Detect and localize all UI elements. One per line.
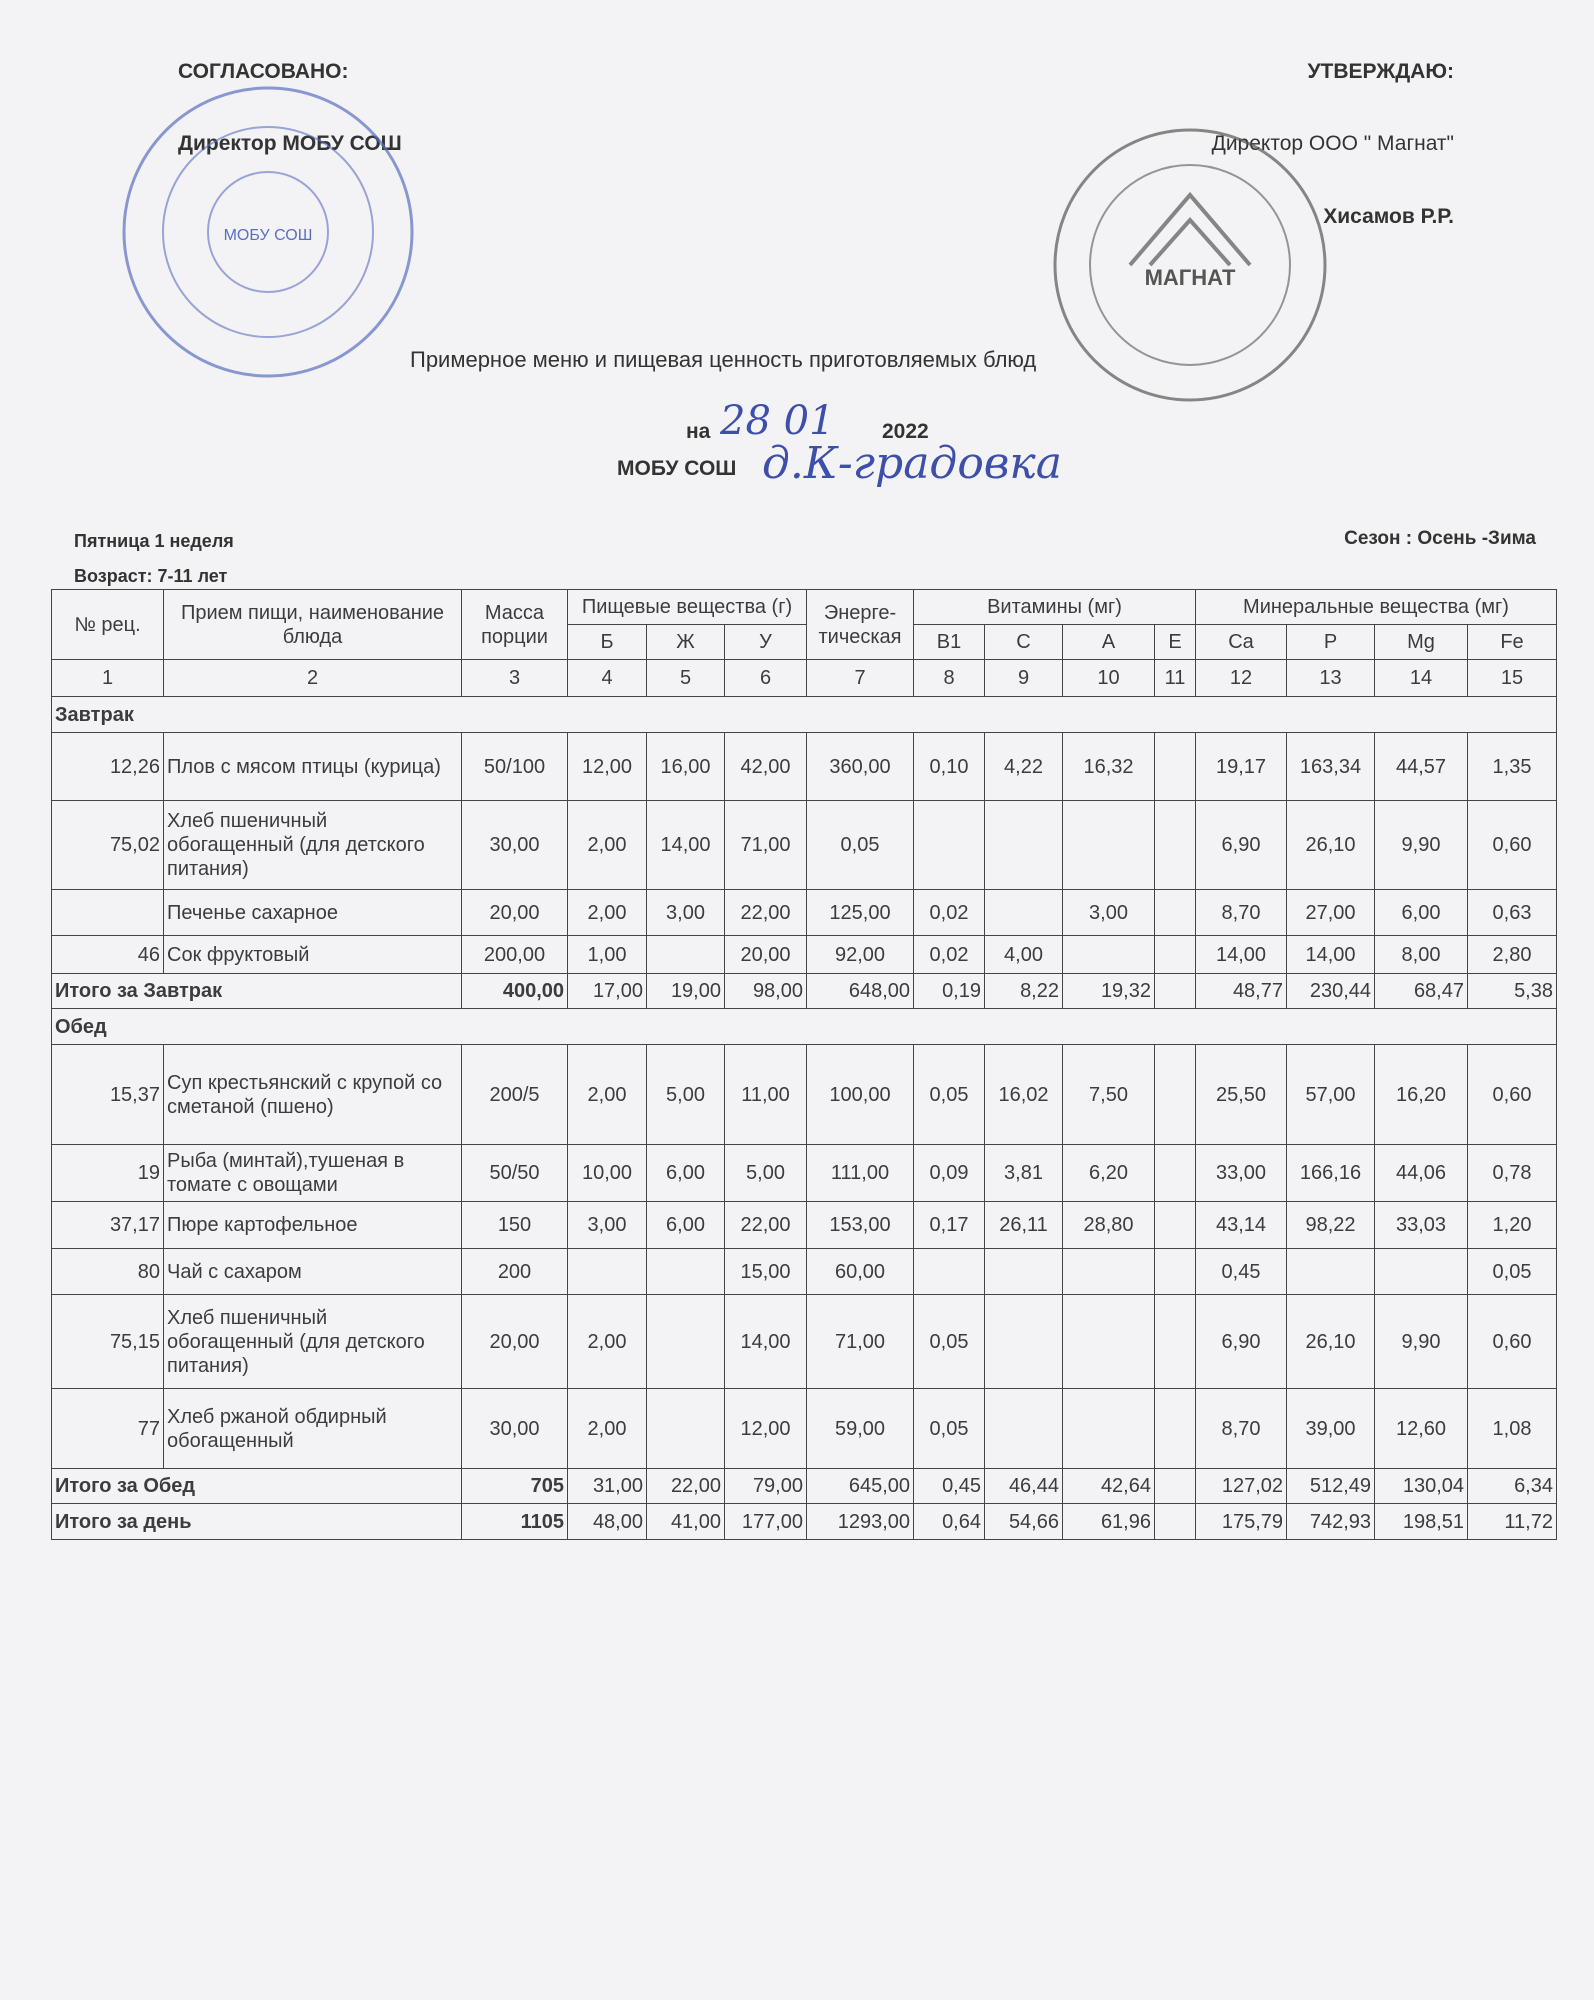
total-value: 98,00 (725, 974, 807, 1009)
section-title: Обед (52, 1009, 1557, 1045)
cell (985, 1249, 1063, 1295)
total-value: 17,00 (568, 974, 647, 1009)
round-stamp-left (118, 82, 418, 382)
cell: 14,00 (1196, 936, 1287, 974)
cell (1063, 1295, 1155, 1389)
approval-left-position: Директор МОБУ СОШ (178, 132, 402, 155)
total-value: 0,45 (914, 1469, 985, 1504)
cell: 20,00 (725, 936, 807, 974)
day-total-value: 11,72 (1468, 1504, 1557, 1540)
date-year: 2022 (882, 420, 929, 443)
total-value: 19,32 (1063, 974, 1155, 1009)
cell: 360,00 (807, 733, 914, 801)
total-value: 512,49 (1287, 1469, 1375, 1504)
dish-name: Плов с мясом птицы (курица) (164, 733, 462, 801)
cell: 2,00 (568, 1389, 647, 1469)
cell: 75,15 (52, 1295, 164, 1389)
cell: 25,50 (1196, 1045, 1287, 1145)
header-sub: P (1287, 625, 1375, 660)
column-number: 6 (725, 660, 807, 697)
column-number: 7 (807, 660, 914, 697)
total-label: Итого за Обед (52, 1469, 462, 1504)
table-row (52, 1145, 1557, 1202)
cell (647, 1249, 725, 1295)
dish-name: Рыба (минтай),тушеная в томате с овощами (164, 1145, 462, 1202)
handwritten-date: 28 01 (720, 398, 835, 444)
cell: 92,00 (807, 936, 914, 974)
total-value: 5,38 (1468, 974, 1557, 1009)
cell: 0,05 (807, 801, 914, 890)
cell: 0,10 (914, 733, 985, 801)
date-prefix: на (686, 420, 711, 443)
cell: 33,00 (1196, 1145, 1287, 1202)
dish-name: Хлеб пшеничный обогащенный (для детского питания) (164, 1295, 462, 1389)
table-row (52, 936, 1557, 974)
cell: 6,20 (1063, 1145, 1155, 1202)
cell: 0,17 (914, 1202, 985, 1249)
cell: 5,00 (647, 1045, 725, 1145)
cell: 2,00 (568, 1045, 647, 1145)
cell: 14,00 (725, 1295, 807, 1389)
day-total-value: 198,51 (1375, 1504, 1468, 1540)
cell: 6,00 (1375, 890, 1468, 936)
column-number: 8 (914, 660, 985, 697)
cell: 0,09 (914, 1145, 985, 1202)
cell: 1,08 (1468, 1389, 1557, 1469)
column-number: 4 (568, 660, 647, 697)
total-value (1155, 974, 1196, 1009)
cell: 30,00 (462, 1389, 568, 1469)
cell (1063, 936, 1155, 974)
cell (1063, 801, 1155, 890)
cell: 71,00 (725, 801, 807, 890)
cell: 15,37 (52, 1045, 164, 1145)
total-value: 42,64 (1063, 1469, 1155, 1504)
cell: 0,63 (1468, 890, 1557, 936)
cell: 1,00 (568, 936, 647, 974)
cell (52, 890, 164, 936)
day-total-value: 1105 (462, 1504, 568, 1540)
cell (1155, 936, 1196, 974)
total-value: 648,00 (807, 974, 914, 1009)
round-stamp-right (1050, 125, 1330, 405)
table-row (52, 1249, 1557, 1295)
table-row (52, 890, 1557, 936)
column-number: 14 (1375, 660, 1468, 697)
cell: 71,00 (807, 1295, 914, 1389)
header-minerals: Минеральные вещества (мг) (1196, 590, 1557, 625)
total-value: 230,44 (1287, 974, 1375, 1009)
header-sub: Fe (1468, 625, 1557, 660)
header-sub: Ca (1196, 625, 1287, 660)
day-total-row (52, 1504, 1557, 1540)
cell: 2,80 (1468, 936, 1557, 974)
header-sub: A (1063, 625, 1155, 660)
cell (985, 1389, 1063, 1469)
day-total-value: 61,96 (1063, 1504, 1155, 1540)
cell: 42,00 (725, 733, 807, 801)
handwritten-school: д.К-градовка (762, 438, 1062, 489)
column-number: 3 (462, 660, 568, 697)
header-sub: Ж (647, 625, 725, 660)
cell: 33,03 (1375, 1202, 1468, 1249)
cell: 75,02 (52, 801, 164, 890)
cell: 200/5 (462, 1045, 568, 1145)
cell: 44,06 (1375, 1145, 1468, 1202)
cell (1155, 890, 1196, 936)
cell: 2,00 (568, 1295, 647, 1389)
column-number: 1 (52, 660, 164, 697)
cell: 8,00 (1375, 936, 1468, 974)
day-total-value: 742,93 (1287, 1504, 1375, 1540)
cell (1063, 1249, 1155, 1295)
cell: 166,16 (1287, 1145, 1375, 1202)
cell (985, 1295, 1063, 1389)
total-value: 22,00 (647, 1469, 725, 1504)
cell: 0,05 (914, 1389, 985, 1469)
header-energy: Энерге-тическая (807, 590, 914, 660)
section-title: Завтрак (52, 697, 1557, 733)
season-label: Сезон : Осень -Зима (1344, 528, 1536, 549)
cell: 44,57 (1375, 733, 1468, 801)
column-number: 5 (647, 660, 725, 697)
svg-text:МОБУ СОШ: МОБУ СОШ (223, 227, 313, 244)
cell: 1,35 (1468, 733, 1557, 801)
approval-left-title: СОГЛАСОВАНО: (178, 60, 349, 83)
cell: 8,70 (1196, 1389, 1287, 1469)
cell (647, 1389, 725, 1469)
total-value: 8,22 (985, 974, 1063, 1009)
cell: 80 (52, 1249, 164, 1295)
header-sub: Mg (1375, 625, 1468, 660)
cell: 9,90 (1375, 1295, 1468, 1389)
cell: 200,00 (462, 936, 568, 974)
total-value: 705 (462, 1469, 568, 1504)
cell (647, 1295, 725, 1389)
cell: 153,00 (807, 1202, 914, 1249)
dish-name: Печенье сахарное (164, 890, 462, 936)
day-total-value: 0,64 (914, 1504, 985, 1540)
cell: 20,00 (462, 890, 568, 936)
cell: 16,02 (985, 1045, 1063, 1145)
cell (985, 890, 1063, 936)
cell (647, 936, 725, 974)
column-number: 9 (985, 660, 1063, 697)
cell: 57,00 (1287, 1045, 1375, 1145)
cell: 10,00 (568, 1145, 647, 1202)
day-total-value: 177,00 (725, 1504, 807, 1540)
day-total-value: 54,66 (985, 1504, 1063, 1540)
cell: 22,00 (725, 890, 807, 936)
day-total-label: Итого за день (52, 1504, 462, 1540)
cell: 3,00 (647, 890, 725, 936)
total-value (1155, 1469, 1196, 1504)
total-value: 68,47 (1375, 974, 1468, 1009)
day-total-value (1155, 1504, 1196, 1540)
dish-name: Сок фруктовый (164, 936, 462, 974)
cell: 0,45 (1196, 1249, 1287, 1295)
header-sub: Б (568, 625, 647, 660)
column-number: 11 (1155, 660, 1196, 697)
total-value: 48,77 (1196, 974, 1287, 1009)
cell: 43,14 (1196, 1202, 1287, 1249)
cell: 0,02 (914, 890, 985, 936)
cell (914, 1249, 985, 1295)
cell: 163,34 (1287, 733, 1375, 801)
total-value: 130,04 (1375, 1469, 1468, 1504)
cell (1155, 733, 1196, 801)
cell: 15,00 (725, 1249, 807, 1295)
table-row (52, 1202, 1557, 1249)
dish-name: Хлеб пшеничный обогащенный (для детского питания) (164, 801, 462, 890)
cell: 4,00 (985, 936, 1063, 974)
cell: 6,00 (647, 1202, 725, 1249)
cell: 28,80 (1063, 1202, 1155, 1249)
dish-name: Суп крестьянский с крупой со сметаной (пшено) (164, 1045, 462, 1145)
header-row (52, 590, 1557, 625)
table-row (52, 733, 1557, 801)
total-row (52, 974, 1557, 1009)
total-value: 6,34 (1468, 1469, 1557, 1504)
svg-text:МАГНАТ: МАГНАТ (1144, 265, 1236, 290)
header-sub: У (725, 625, 807, 660)
cell: 50/50 (462, 1145, 568, 1202)
cell: 100,00 (807, 1045, 914, 1145)
cell: 125,00 (807, 890, 914, 936)
cell: 6,90 (1196, 1295, 1287, 1389)
cell: 200 (462, 1249, 568, 1295)
cell: 12,60 (1375, 1389, 1468, 1469)
total-value: 400,00 (462, 974, 568, 1009)
cell: 0,05 (1468, 1249, 1557, 1295)
cell: 3,81 (985, 1145, 1063, 1202)
cell (1287, 1249, 1375, 1295)
cell (1155, 1295, 1196, 1389)
cell: 16,20 (1375, 1045, 1468, 1145)
cell: 14,00 (1287, 936, 1375, 974)
cell: 39,00 (1287, 1389, 1375, 1469)
section-row (52, 697, 1557, 733)
cell: 50/100 (462, 733, 568, 801)
table-row (52, 801, 1557, 890)
cell: 111,00 (807, 1145, 914, 1202)
cell: 7,50 (1063, 1045, 1155, 1145)
column-number: 10 (1063, 660, 1155, 697)
day-total-value: 1293,00 (807, 1504, 914, 1540)
approval-right-name: Хисамов Р.Р. (1323, 205, 1454, 228)
total-value: 46,44 (985, 1469, 1063, 1504)
cell: 2,00 (568, 801, 647, 890)
cell: 0,05 (914, 1295, 985, 1389)
header-sub: B1 (914, 625, 985, 660)
table-row (52, 1045, 1557, 1145)
cell (1375, 1249, 1468, 1295)
section-row (52, 1009, 1557, 1045)
approval-right-position: Директор ООО " Магнат" (1211, 132, 1454, 155)
cell: 26,10 (1287, 1295, 1375, 1389)
header-sub: C (985, 625, 1063, 660)
dish-name: Пюре картофельное (164, 1202, 462, 1249)
cell: 0,60 (1468, 1045, 1557, 1145)
cell (1155, 1249, 1196, 1295)
cell: 20,00 (462, 1295, 568, 1389)
day-total-value: 41,00 (647, 1504, 725, 1540)
header-rec: № рец. (52, 590, 164, 660)
header-meal: Прием пищи, наименование блюда (164, 590, 462, 660)
table-row (52, 1295, 1557, 1389)
cell: 4,22 (985, 733, 1063, 801)
cell: 12,00 (725, 1389, 807, 1469)
cell: 16,32 (1063, 733, 1155, 801)
column-number-row (52, 660, 1557, 697)
header-mass: Масса порции (462, 590, 568, 660)
cell: 0,78 (1468, 1145, 1557, 1202)
cell: 9,90 (1375, 801, 1468, 890)
header-sub: E (1155, 625, 1196, 660)
cell: 19,17 (1196, 733, 1287, 801)
header-nutrients: Пищевые вещества (г) (568, 590, 807, 625)
cell (1155, 1389, 1196, 1469)
cell: 0,02 (914, 936, 985, 974)
approval-right-title: УТВЕРЖДАЮ: (1307, 60, 1454, 83)
cell: 22,00 (725, 1202, 807, 1249)
cell: 150 (462, 1202, 568, 1249)
cell (1155, 1145, 1196, 1202)
cell: 2,00 (568, 890, 647, 936)
cell: 98,22 (1287, 1202, 1375, 1249)
cell: 60,00 (807, 1249, 914, 1295)
school-label: МОБУ СОШ (617, 457, 737, 480)
cell: 37,17 (52, 1202, 164, 1249)
cell: 11,00 (725, 1045, 807, 1145)
cell: 0,05 (914, 1045, 985, 1145)
cell: 12,00 (568, 733, 647, 801)
column-number: 12 (1196, 660, 1287, 697)
cell: 27,00 (1287, 890, 1375, 936)
cell: 30,00 (462, 801, 568, 890)
cell: 26,11 (985, 1202, 1063, 1249)
column-number: 15 (1468, 660, 1557, 697)
cell: 6,90 (1196, 801, 1287, 890)
cell: 26,10 (1287, 801, 1375, 890)
cell (1155, 801, 1196, 890)
dish-name: Хлеб ржаной обдирный обогащенный (164, 1389, 462, 1469)
table-row (52, 1389, 1557, 1469)
total-value: 0,19 (914, 974, 985, 1009)
column-number: 2 (164, 660, 462, 697)
total-value: 31,00 (568, 1469, 647, 1504)
cell: 77 (52, 1389, 164, 1469)
cell: 3,00 (1063, 890, 1155, 936)
cell: 14,00 (647, 801, 725, 890)
cell: 46 (52, 936, 164, 974)
cell: 59,00 (807, 1389, 914, 1469)
document-title: Примерное меню и пищевая ценность приготовляемых блюд (410, 347, 1037, 372)
cell (1155, 1202, 1196, 1249)
total-value: 19,00 (647, 974, 725, 1009)
cell (985, 801, 1063, 890)
cell: 12,26 (52, 733, 164, 801)
cell: 3,00 (568, 1202, 647, 1249)
cell: 19 (52, 1145, 164, 1202)
day-total-value: 48,00 (568, 1504, 647, 1540)
cell: 6,00 (647, 1145, 725, 1202)
menu-table (51, 589, 1557, 1540)
dish-name: Чай с сахаром (164, 1249, 462, 1295)
week-label: Пятница 1 неделя (74, 531, 234, 551)
age-label: Возраст: 7-11 лет (74, 566, 228, 586)
total-value: 127,02 (1196, 1469, 1287, 1504)
cell: 8,70 (1196, 890, 1287, 936)
cell: 16,00 (647, 733, 725, 801)
cell: 0,60 (1468, 1295, 1557, 1389)
column-number: 13 (1287, 660, 1375, 697)
total-value: 645,00 (807, 1469, 914, 1504)
cell (914, 801, 985, 890)
cell (1155, 1045, 1196, 1145)
cell: 0,60 (1468, 801, 1557, 890)
header-vitamins: Витамины (мг) (914, 590, 1196, 625)
cell: 1,20 (1468, 1202, 1557, 1249)
cell (1063, 1389, 1155, 1469)
total-label: Итого за Завтрак (52, 974, 462, 1009)
cell: 5,00 (725, 1145, 807, 1202)
total-row (52, 1469, 1557, 1504)
day-total-value: 175,79 (1196, 1504, 1287, 1540)
cell (568, 1249, 647, 1295)
total-value: 79,00 (725, 1469, 807, 1504)
